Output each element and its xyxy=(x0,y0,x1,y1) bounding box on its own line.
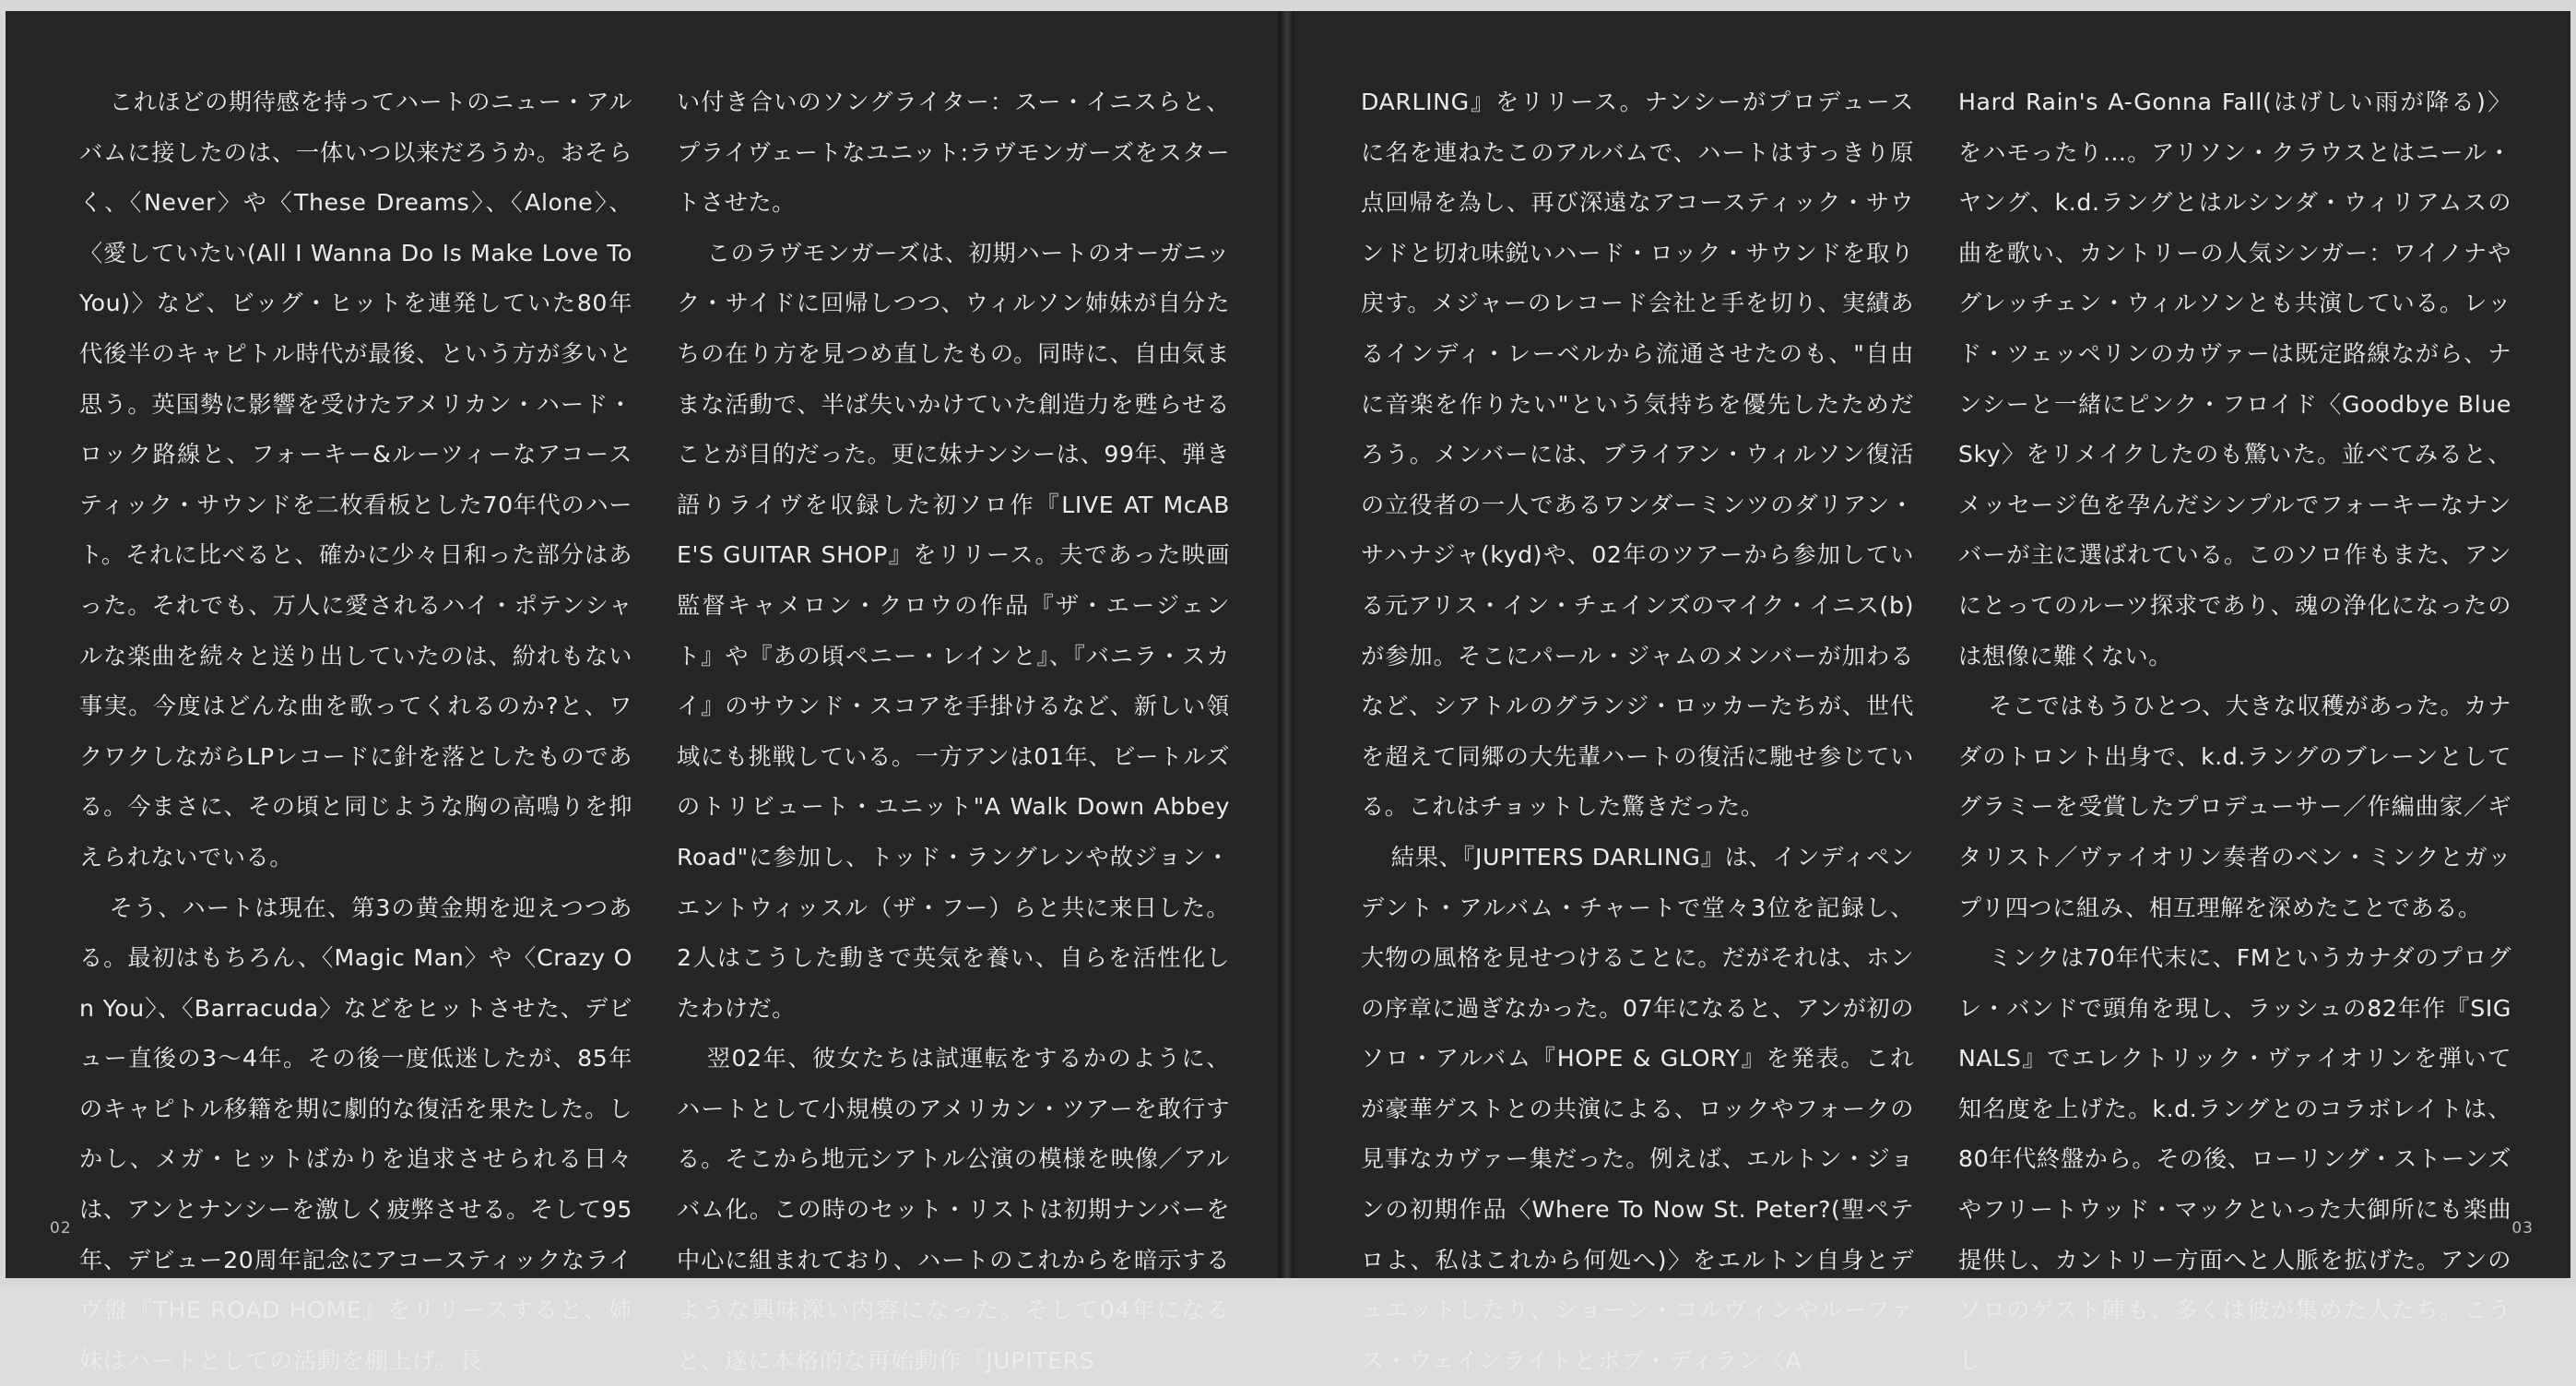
text-column-4 xyxy=(1958,77,2511,1239)
text-column-1 xyxy=(79,77,632,1239)
text-column-2 xyxy=(677,77,1230,1239)
paragraph: 結果、『JUPITERS DARLING』は、インディペンデント・アルバム・チャートで堂々3位を記録し、大物の風格を見せつけることに。だがそれは、ホンの序章に過ぎなかった。07年になると、アンが初のソロ・アルバム『HOPE & GLORY』を発表。これが豪華ゲストとの共演による、ロックやフォークの見事なカヴァー集だった。例えば、エルトン・ジョンの初期作品〈Where To Now St. Peter?(聖ペテロよ、私はこれから何処へ)〉をエルトン自身とデュエットしたり、ショーン・コルヴィンやルーファス・ウェインライトとボブ・ディラン〈A xyxy=(1361,833,1914,1386)
text-column-3 xyxy=(1361,77,1914,1239)
paragraph: そこではもうひとつ、大きな収穫があった。カナダのトロント出身で、k.d.ラングのブレーンとしてグラミーを受賞したプロデューサー／作編曲家／ギタリスト／ヴァイオリン奏者のベン・ミンクとガップリ四つに組み、相互理解を深めたことである。 xyxy=(1958,681,2511,933)
page-number: 02 xyxy=(50,1219,72,1238)
right-page xyxy=(1294,11,2570,1278)
page-number: 03 xyxy=(2511,1219,2534,1238)
paragraph: そう、ハートは現在、第3の黄金期を迎えつつある。最初はもちろん、〈Magic Man〉や〈Crazy On You〉、〈Barracuda〉などをヒットさせた、デビュー直後の3～4年。その後一度低迷したが、85年のキャピトル移籍を期に劇的な復活を果たした。しかし、メガ・ヒットばかりを追求させられる日々は、アンとナンシーを激しく疲弊させる。そして95年、デビュー20周年記念にアコースティックなライヴ盤『THE ROAD HOME』をリリースすると、姉妹はハートとしての活動を棚上げ。長 xyxy=(79,883,632,1386)
paragraph: Hard Rain's A-Gonna Fall(はげしい雨が降る)〉をハモったり…。アリソン・クラウスとはニール・ヤング、k.d.ラングとはルシンダ・ウィリアムスの曲を歌い、カントリーの人気シンガー：ワイノナやグレッチェン・ウィルソンとも共演している。レッド・ツェッペリンのカヴァーは既定路線ながら、ナンシーと一緒にピンク・フロイド〈Goodbye Blue Sky〉をリメイクしたのも驚いた。並べてみると、メッセージ色を孕んだシンプルでフォーキーなナンバーが主に選ばれている。このソロ作もまた、アンにとってのルーツ探求であり、魂の浄化になったのは想像に難くない。 xyxy=(1958,77,2511,681)
paragraph: い付き合いのソングライター：スー・イニスらと、プライヴェートなユニット:ラヴモンガーズをスタートさせた。 xyxy=(677,77,1230,229)
page-gutter xyxy=(1280,11,1294,1278)
paragraph: DARLING』をリリース。ナンシーがプロデュースに名を連ねたこのアルバムで、ハートはすっきり原点回帰を為し、再び深遠なアコースティック・サウンドと切れ味鋭いハード・ロック・サウンドを取り戻す。メジャーのレコード会社と手を切り、実績あるインディ・レーベルから流通させたのも、"自由に音楽を作りたい"という気持ちを優先したためだろう。メンバーには、ブライアン・ウィルソン復活の立役者の一人であるワンダーミンツのダリアン・サハナジャ(kyd)や、02年のツアーから参加している元アリス・イン・チェインズのマイク・イニス(b)が参加。そこにパール・ジャムのメンバーが加わるなど、シアトルのグランジ・ロッカーたちが、世代を超えて同郷の大先輩ハートの復活に馳せ参じている。これはチョットした驚きだった。 xyxy=(1361,77,1914,833)
paragraph: これほどの期待感を持ってハートのニュー・アルバムに接したのは、一体いつ以来だろうか。おそらく、〈Never〉や〈These Dreams〉、〈Alone〉、〈愛していたい(All I Wanna Do Is Make Love To You)〉など、ビッグ・ヒットを連発していた80年代後半のキャピトル時代が最後、という方が多いと思う。英国勢に影響を受けたアメリカン・ハード・ロック路線と、フォーキー&ルーツィーなアコースティック・サウンドを二枚看板とした70年代のハート。それに比べると、確かに少々日和った部分はあった。それでも、万人に愛されるハイ・ポテンシャルな楽曲を続々と送り出していたのは、紛れもない事実。今度はどんな曲を歌ってくれるのか?と、ワクワクしながらLPレコードに針を落としたものである。今まさに、その頃と同じような胸の高鳴りを抑えられないでいる。 xyxy=(79,77,632,883)
paragraph: ミンクは70年代末に、FMというカナダのプログレ・バンドで頭角を現し、ラッシュの82年作『SIGNALS』でエレクトリック・ヴァイオリンを弾いて知名度を上げた。k.d.ラングとのコラボレイトは、80年代終盤から。その後、ローリング・ストーンズやフリートウッド・マックといった大御所にも楽曲提供し、カントリー方面へと人脈を拡げた。アンのソロのゲスト陣も、多くは彼が集めた人たち。こうし xyxy=(1958,933,2511,1386)
paragraph: 翌02年、彼女たちは試運転をするかのように、ハートとして小規模のアメリカン・ツアーを敢行する。そこから地元シアトル公演の模様を映像／アルバム化。この時のセット・リストは初期ナンバーを中心に組まれており、ハートのこれからを暗示するような興味深い内容になった。そして04年になると、遂に本格的な再始動作『JUPITERS xyxy=(677,1034,1230,1386)
left-page xyxy=(6,11,1280,1278)
paragraph: このラヴモンガーズは、初期ハートのオーガニック・サイドに回帰しつつ、ウィルソン姉妹が自分たちの在り方を見つめ直したもの。同時に、自由気ままな活動で、半ば失いかけていた創造力を甦らせることが目的だった。更に妹ナンシーは、99年、弾き語りライヴを収録した初ソロ作『LIVE AT McABE'S GUITAR SHOP』をリリース。夫であった映画監督キャメロン・クロウの作品『ザ・エージェント』や『あの頃ペニー・レインと』、『バニラ・スカイ』のサウンド・スコアを手掛けるなど、新しい領域にも挑戦している。一方アンは01年、ビートルズのトリビュート・ユニット"A Walk Down Abbey Road"に参加し、トッド・ラングレンや故ジョン・エントウィッスル（ザ・フー）らと共に来日した。2人はこうした動きで英気を養い、自らを活性化したわけだ。 xyxy=(677,229,1230,1035)
